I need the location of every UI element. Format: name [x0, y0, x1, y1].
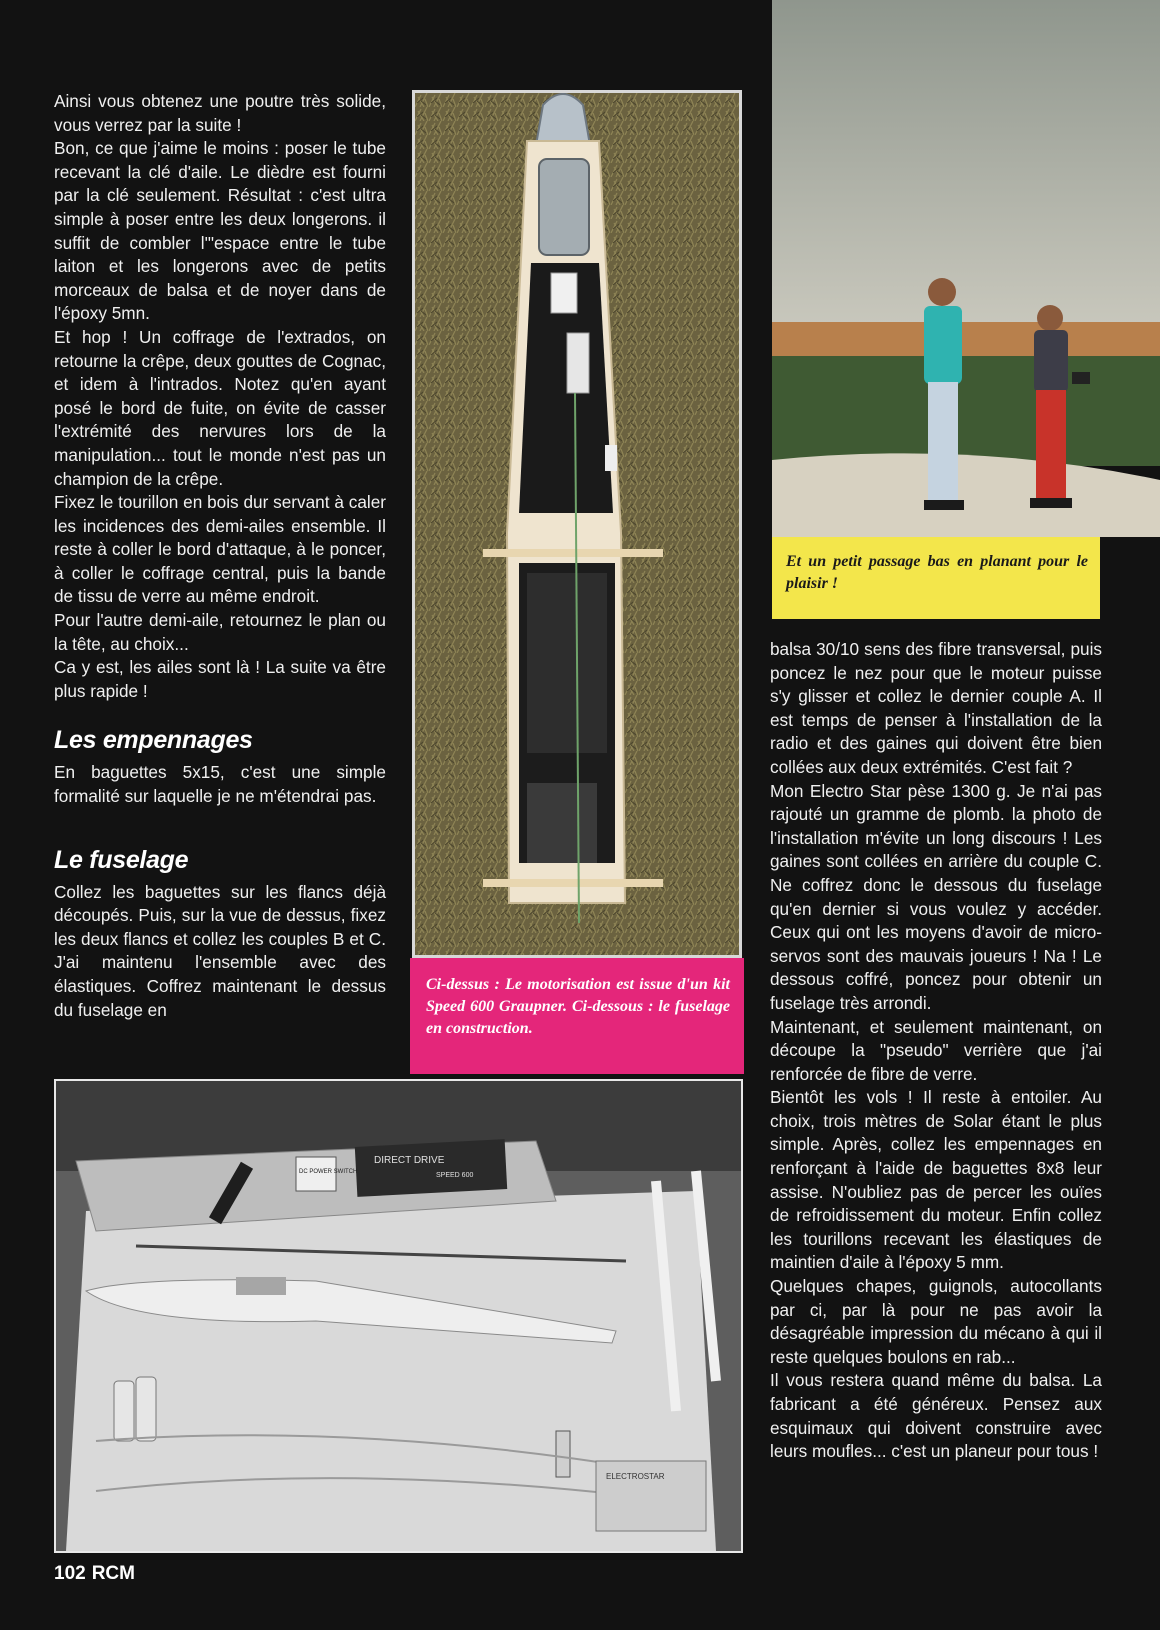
- caption-yellow-text: Et un petit passage bas en planant pour le plaisir !: [786, 553, 1088, 592]
- box-sublabel: SPEED 600: [436, 1172, 474, 1179]
- switch-label: DC POWER SWITCH: [299, 1169, 358, 1175]
- left-paragraph-3: Et hop ! Un coffrage de l'extrados, on retourne la crêpe, deux gouttes de Cognac, et idem à l'intrados. Notez qu'en ayant posé le bord de fuite, on évite de casser l'extrémité des nervures lors de la manipulation... tout le monde n'est pas un champion de la crêpe.: [54, 326, 386, 489]
- heading-empennages: Les empennages: [54, 726, 253, 755]
- box-label: DIRECT DRIVE: [374, 1155, 445, 1166]
- fuselage-construction-photo: [54, 1079, 743, 1553]
- left-paragraph-5: Pour l'autre demi-aile, retournez le plan ou la tête, au choix...: [54, 610, 386, 654]
- right-paragraph-4: Bientôt les vols ! Il reste à entoiler. Au choix, trois mètres de Solar étant le plus simple. Après, collez les empennages en renforçant à l'aide de baguettes 8x8 leur assise. N'oubliez pas de percer les ouïes de refroidissement du moteur. Enfin collez les tourillons recevant les élastiques de maintien d'aile à l'époxy 5 mm.: [770, 1087, 1102, 1273]
- left-paragraph-7: En baguettes 5x15, c'est une simple formalité sur laquelle je ne m'étendrai pas.: [54, 762, 386, 807]
- left-text-column: [54, 90, 386, 1022]
- fuselage-motor-photo: [412, 90, 742, 958]
- caption-pink: [410, 958, 744, 1074]
- right-paragraph-6: Il vous restera quand même du balsa. La fabricant a été généreux. Pensez aux esquimaux qui doivent construire avec leurs moufles... c'est un planeur pour tous !: [770, 1370, 1102, 1462]
- heading-fuselage: Le fuselage: [54, 845, 189, 874]
- left-paragraph-4: Fixez le tourillon en bois dur servant à caler les incidences des demi-ailes ensemble. Il reste à coller le bord d'attaque, à le poncer, à coller le coffrage central, puis la bande de tissu de verre au même endroit.: [54, 492, 386, 607]
- right-paragraph-2: Mon Electro Star pèse 1300 g. Je n'ai pas rajouté un gramme de plomb. la photo de l'installation m'évite un long discours ! Les gaines sont collées en arrière du couple C. Ne coffrez donc le dessous du fuselage qu'en dernier si vous voulez y accéder. Ceux qui ont les moyens d'avoir de micro-servos sont des mauvais joueurs ! Na ! Le dessous coffré, poncez pour obtenir un fuselage très arrondi.: [770, 780, 1102, 1013]
- left-paragraph-6: Ca y est, les ailes sont là ! La suite va être plus rapide !: [54, 657, 386, 701]
- left-paragraph-1: Ainsi vous obtenez une poutre très solide, vous verrez par la suite !: [54, 91, 386, 135]
- right-paragraph-1: balsa 30/10 sens des fibre transversal, puis poncez le nez pour que le moteur puisse s'y glisser et collez le dernier couple A. Il est temps de penser à l'installation de la radio et des gaines qui doivent être bien collées aux deux extrémités. C'est fait ?: [770, 639, 1102, 777]
- caption-yellow: [772, 537, 1100, 619]
- plan-label: ELECTROSTAR: [606, 1472, 665, 1481]
- fuselage-photo-illustration: [415, 93, 739, 955]
- construction-photo-illustration: [56, 1081, 741, 1551]
- page-number: 102: [54, 1563, 86, 1584]
- right-paragraph-3: Maintenant, et seulement maintenant, on découpe la "pseudo" verrière que j'ai renforcée de fibre de verre.: [770, 1016, 1102, 1084]
- pilots-photo-illustration: [772, 0, 1160, 537]
- right-paragraph-5: Quelques chapes, guignols, autocollants par ci, par là pour ne pas avoir la désagréable impression du mécano à qui il reste quelques boulons en rab...: [770, 1276, 1102, 1367]
- pilots-field-photo: [772, 0, 1160, 537]
- caption-pink-text: Ci-dessus : Le motorisation est issue d'un kit Speed 600 Graupner. Ci-dessous : le fuselage en construction.: [426, 976, 730, 1037]
- pilot-left-figure: [924, 278, 964, 510]
- left-paragraph-8: Collez les baguettes sur les flancs déjà découpés. Puis, sur la vue de dessus, fixez les deux flancs et collez les couples B et C. J'ai maintenu l'ensemble avec des élastiques. Coffrez maintenant le dessus du fuselage en: [54, 881, 386, 1020]
- left-paragraph-2: Bon, ce que j'aime le moins : poser le tube recevant la clé d'aile. Le dièdre est fourni par la clé seulement. Résultat : c'est ultra simple à poser entre les deux longerons. il suffit de combler l'"espace entre le tube laiton et les longerons avec de petits morceaux de balsa et de noyer dans de l'époxy 5mn.: [54, 138, 386, 324]
- magazine-name: RCM: [91, 1563, 135, 1584]
- right-text-column: [770, 638, 1102, 1464]
- page-folio: [54, 1563, 141, 1585]
